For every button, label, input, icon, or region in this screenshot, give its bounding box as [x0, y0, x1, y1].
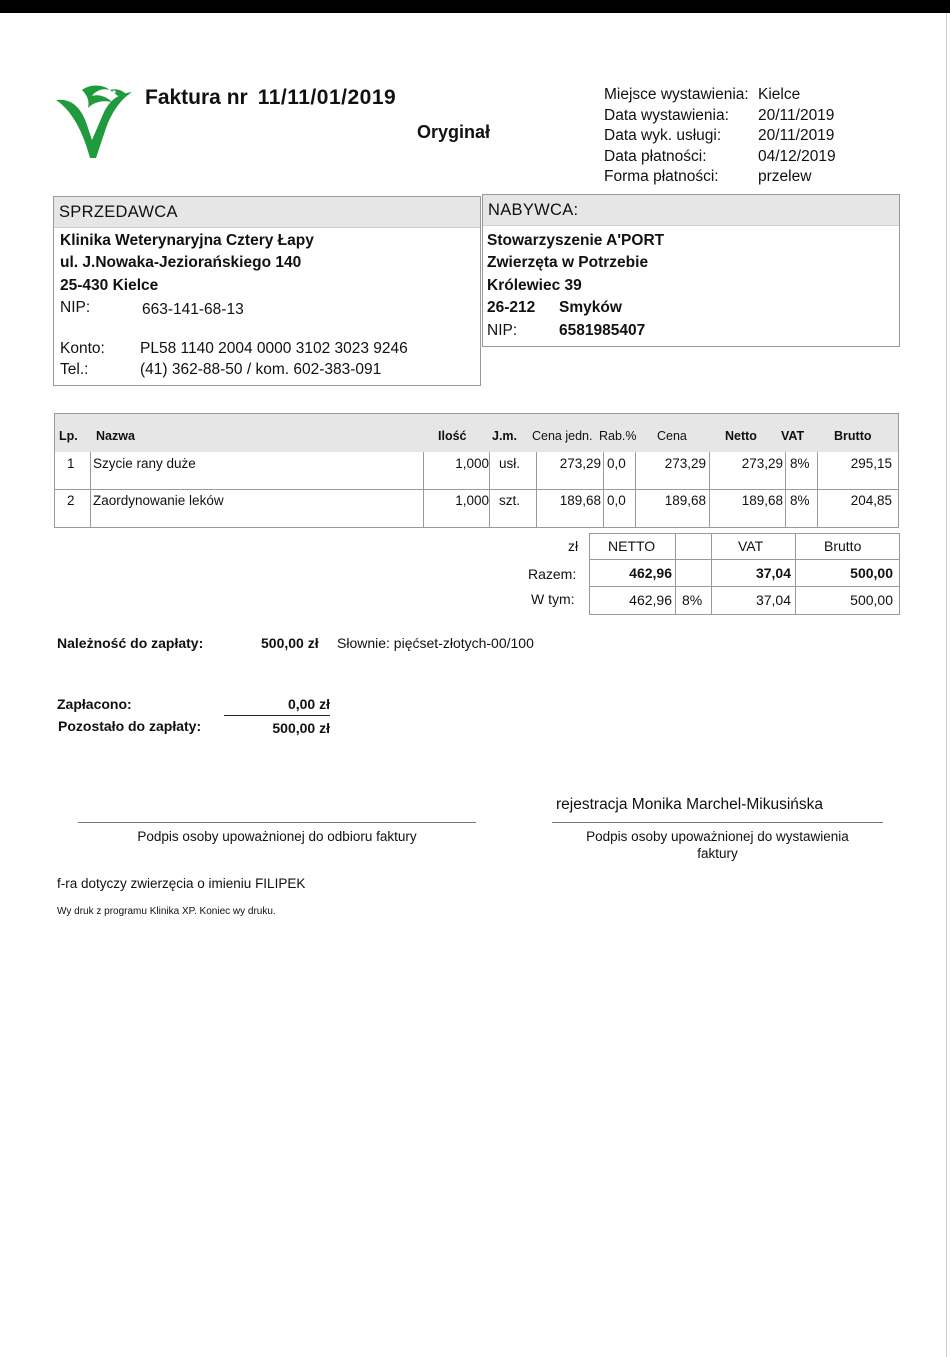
- remaining-amount: 500,00 zł: [272, 720, 330, 736]
- row-price: 189,68: [664, 493, 706, 508]
- summary-incl-gross: 500,00: [850, 592, 893, 608]
- row-name: Szycie rany duże: [93, 456, 196, 471]
- seller-street: ul. J.Nowaka-Jeziorańskiego 140: [60, 254, 302, 271]
- seller-phone-label: Tel.:: [60, 361, 89, 378]
- summary-total-vat: 37,04: [755, 565, 791, 581]
- header-net: Netto: [725, 429, 757, 443]
- row-qty: 1,000: [455, 456, 489, 471]
- meta-value: przelew: [758, 168, 812, 186]
- clinic-logo-icon: [52, 78, 136, 160]
- row-price: 273,29: [664, 456, 706, 471]
- meta-row: [604, 127, 836, 148]
- meta-label: Forma płatności:: [604, 168, 719, 186]
- buyer-name-line2: Zwierzęta w Potrzebie: [487, 254, 649, 271]
- meta-value: 20/11/2019: [758, 106, 835, 124]
- buyer-postal: 26-212: [487, 299, 536, 316]
- row-divider: [55, 489, 898, 490]
- summary-table: [589, 533, 900, 615]
- seller-header: SPRZEDAWCA: [54, 197, 480, 228]
- header-lp: Lp.: [59, 429, 78, 443]
- seller-nip: 663-141-68-13: [142, 301, 244, 318]
- header-name: Nazwa: [96, 429, 135, 443]
- due-amount: 500,00 zł: [261, 635, 319, 651]
- meta-label: Data wyk. usługi:: [604, 127, 722, 145]
- buyer-header: NABYWCA:: [483, 195, 899, 226]
- paid-label: Zapłacono:: [57, 696, 132, 712]
- summary-divider: [590, 559, 899, 560]
- items-table: [54, 413, 899, 528]
- summary-divider: [590, 586, 899, 587]
- seller-city: 25-430 Kielce: [60, 277, 159, 294]
- buyer-nip: 6581985407: [559, 322, 646, 339]
- receiver-signature-caption: Podpis osoby upoważnionej do odbioru faktury: [137, 829, 417, 844]
- seller-phone: (41) 362-88-50 / kom. 602-383-091: [140, 361, 382, 378]
- summary-total-net: 462,96: [629, 565, 672, 581]
- meta-value: 04/12/2019: [758, 147, 836, 165]
- page-edge-line: [946, 13, 947, 1357]
- remaining-label: Pozostało do zapłaty:: [58, 718, 202, 734]
- invoice-title-label: Faktura nr: [145, 86, 248, 109]
- issuer-signature-caption-line1: Podpis osoby upoważnionej do wystawienia: [586, 829, 849, 844]
- meta-row: [604, 168, 836, 189]
- summary-incl-label: W tym:: [531, 591, 575, 607]
- buyer-name-line1: Stowarzyszenie A'PORT: [487, 232, 665, 249]
- seller-account-label: Konto:: [60, 340, 105, 357]
- top-black-bar: [0, 0, 950, 13]
- header-vat: VAT: [781, 429, 805, 443]
- meta-value: 20/11/2019: [758, 127, 835, 145]
- row-discount: 0,0: [607, 493, 626, 508]
- row-discount: 0,0: [607, 456, 626, 471]
- row-unit: szt.: [499, 493, 521, 508]
- header-unit: J.m.: [492, 429, 518, 443]
- animal-note: f-ra dotyczy zwierzęcia o imieniu FILIPEK: [57, 876, 306, 891]
- meta-value: Kielce: [758, 86, 801, 103]
- row-lp: 2: [67, 493, 75, 508]
- row-name: Zaordynowanie leków: [93, 493, 224, 508]
- meta-row: [604, 107, 836, 128]
- seller-account: PL58 1140 2004 0000 3102 3023 9246: [140, 340, 408, 357]
- items-header-row: [55, 414, 898, 452]
- summary-divider: [675, 534, 676, 614]
- summary-gross-header: Brutto: [824, 538, 862, 554]
- header-gross: Brutto: [834, 429, 872, 443]
- buyer-box: [482, 194, 900, 347]
- meta-row: [604, 86, 836, 107]
- row-vat: 8%: [790, 456, 810, 471]
- buyer-city: Smyków: [559, 299, 622, 316]
- receiver-signature-line: [78, 822, 476, 823]
- summary-incl-net: 462,96: [629, 592, 672, 608]
- due-label: Należność do zapłaty:: [57, 635, 204, 651]
- summary-net-header: NETTO: [608, 538, 656, 554]
- summary-total-label: Razem:: [528, 566, 577, 582]
- row-net: 273,29: [741, 456, 783, 471]
- meta-label: Miejsce wystawienia:: [604, 86, 749, 103]
- row-vat: 8%: [790, 493, 810, 508]
- row-net: 189,68: [741, 493, 783, 508]
- paid-amount: 0,00 zł: [287, 696, 330, 712]
- amount-in-words: Słownie: pięćset-złotych-00/100: [337, 635, 534, 651]
- summary-incl-rate: 8%: [682, 592, 703, 608]
- buyer-street: Królewiec 39: [487, 277, 582, 294]
- row-gross: 204,85: [850, 493, 892, 508]
- header-price: Cena: [657, 429, 687, 443]
- header-unit-price: Cena jedn.: [532, 429, 593, 443]
- header-discount: Rab.%: [599, 429, 637, 443]
- summary-total-gross: 500,00: [850, 565, 893, 581]
- seller-nip-label: NIP:: [60, 299, 91, 316]
- seller-box: [53, 196, 481, 386]
- invoice-meta: [604, 86, 836, 189]
- row-lp: 1: [67, 456, 75, 471]
- meta-label: Data wystawienia:: [604, 106, 729, 124]
- row-qty: 1,000: [455, 493, 489, 508]
- issuer-signature-line: [552, 822, 883, 823]
- summary-vat-header: VAT: [738, 538, 764, 554]
- invoice-title: [145, 86, 396, 110]
- meta-row: [604, 148, 836, 169]
- seller-name: Klinika Weterynaryjna Cztery Łapy: [60, 232, 314, 249]
- summary-divider: [711, 534, 712, 614]
- invoice-number: 11/11/01/2019: [257, 86, 397, 109]
- row-unit-price: 189,68: [559, 493, 601, 508]
- row-gross: 295,15: [850, 456, 892, 471]
- paid-underline: [224, 715, 330, 716]
- summary-divider: [795, 534, 796, 614]
- printout-note: Wy druk z programu Klinika XP. Koniec wy druku.: [57, 906, 276, 917]
- summary-currency: zł: [568, 538, 579, 554]
- row-unit-price: 273,29: [559, 456, 601, 471]
- row-unit: usł.: [499, 456, 521, 471]
- issuer-signature-caption-line2: faktury: [697, 846, 738, 861]
- header-qty: Ilość: [438, 429, 467, 443]
- meta-label: Data płatności:: [604, 147, 707, 165]
- issuer-name: rejestracja Monika Marchel-Mikusińska: [556, 796, 824, 813]
- buyer-nip-label: NIP:: [487, 322, 518, 339]
- summary-incl-vat: 37,04: [755, 592, 791, 608]
- copy-type: Oryginał: [417, 122, 491, 142]
